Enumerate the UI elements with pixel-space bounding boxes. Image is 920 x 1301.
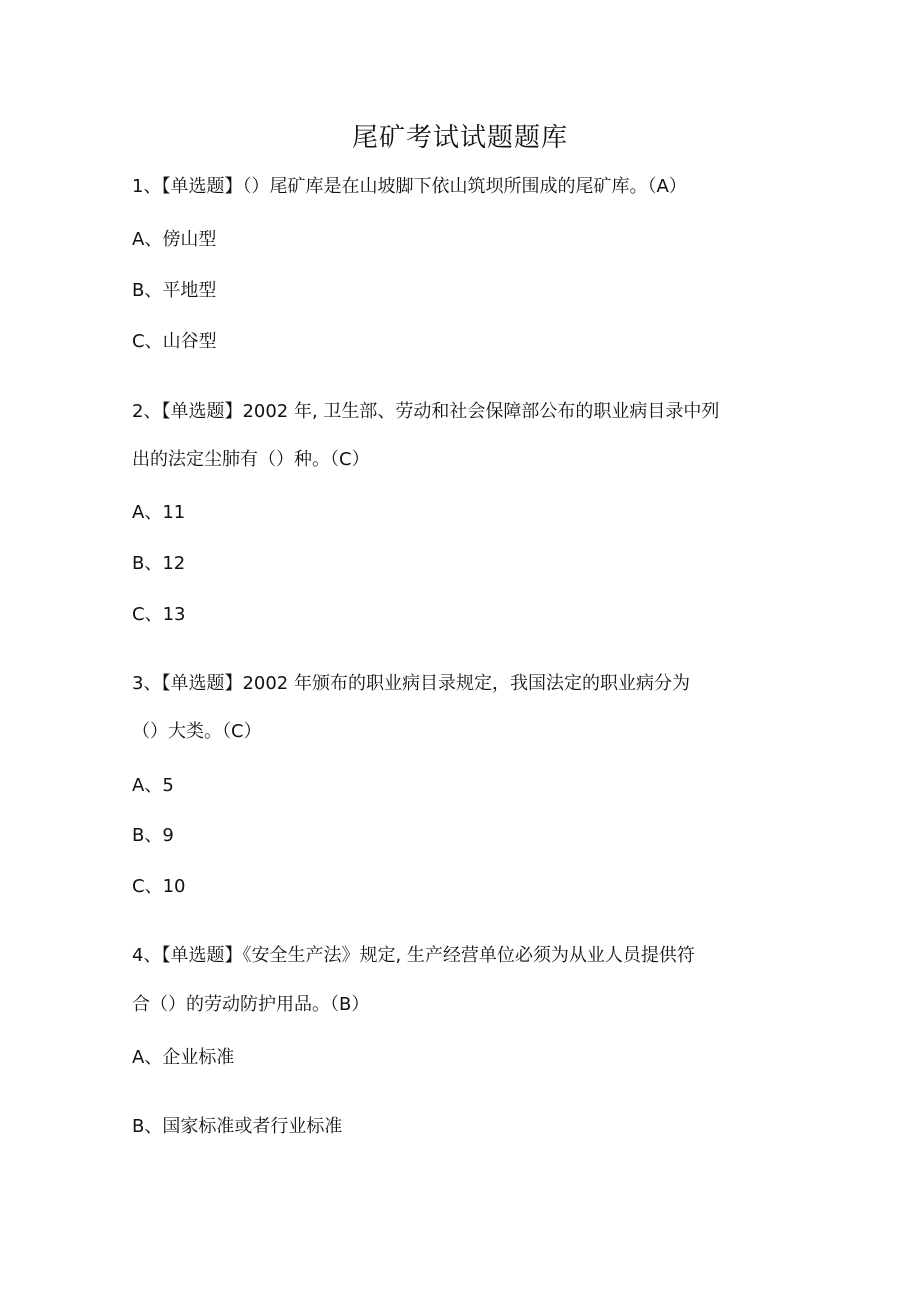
question-4-option-a: A、企业标准 [132,1047,235,1068]
question-4-option-b: B、国家标准或者行业标准 [132,1116,343,1137]
question-3-option-b: B、9 [132,825,174,846]
question-3-option-a: A、5 [132,775,174,796]
question-2-option-a: A、11 [132,502,186,523]
question-1-option-c: C、山谷型 [132,331,217,352]
question-1-option-b: B、平地型 [132,280,217,301]
question-2-stem-line-2: 出的法定尘肺有（）种。（C） [132,449,370,470]
question-1-stem: 1、【单选题】（）尾矿库是在山坡脚下依山筑坝所围成的尾矿库。（A） [132,176,687,197]
question-4-stem-line-2: 合（）的劳动防护用品。（B） [132,994,370,1015]
question-4-stem-line-1: 4、【单选题】《安全生产法》规定, 生产经营单位必须为从业人员提供符 [132,945,695,966]
question-3-stem-line-2: （）大类。（C） [132,721,262,742]
question-3-option-c: C、10 [132,876,186,897]
question-2-option-c: C、13 [132,604,186,625]
question-2-stem-line-1: 2、【单选题】2002 年, 卫生部、劳动和社会保障部公布的职业病目录中列 [132,401,720,422]
page-title: 尾矿考试试题题库 [351,123,568,153]
question-1-option-a: A、傍山型 [132,229,217,250]
question-3-stem-line-1: 3、【单选题】2002 年颁布的职业病目录规定，我国法定的职业病分为 [132,673,690,694]
question-2-option-b: B、12 [132,553,186,574]
